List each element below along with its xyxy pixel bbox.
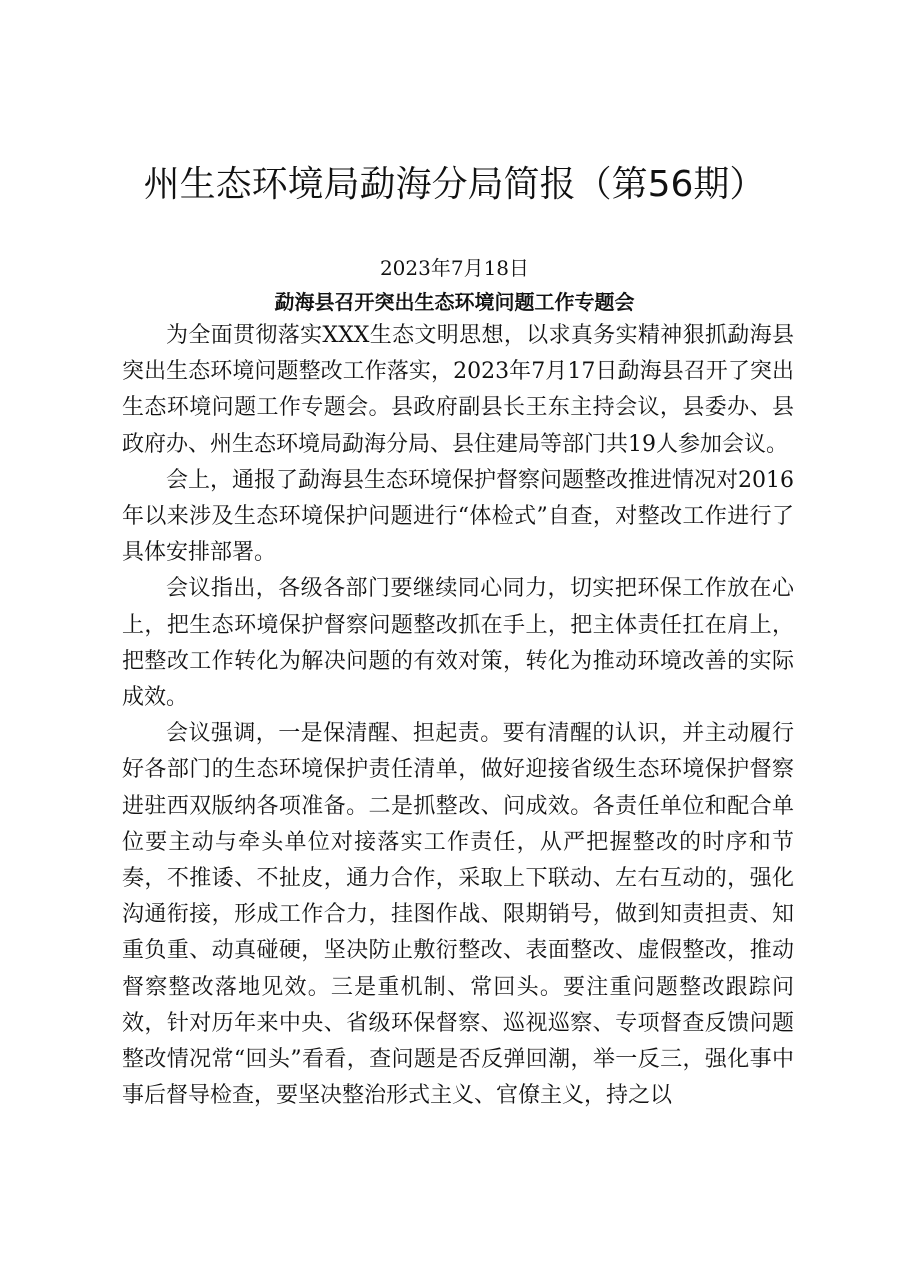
paragraph-2: 会上，通报了勐海县生态环境保护督察问题整改推进情况对2016年以来涉及生态环境保护问题进行“体检式”自查，对整改工作进行了具体安排部署。 [122,467,794,566]
article-body [122,318,794,1114]
paragraph-4: 会议强调，一是保清醒、担起责。要有清醒的认识，并主动履行好各部门的生态环境保护责任清单，做好迎接省级生态环境保护督察进驻西双版纳各项准备。二是抓整改、问成效。各责任单位和配合单位要主动与牵头单位对接落实工作责任，从严把握整改的时序和节奏，不推诿、不扯皮，通力合作，采取上下联动、左右互动的，强化沟通衔接，形成工作合力，挂图作战、限期销号，做到知责担责、知重负重、动真碰硬，坚决防止敷衍整改、表面整改、虚假整改，推动督察整改落地见效。三是重机制、常回头。要注重问题整改跟踪问效，针对历年来中央、省级环保督察、巡视巡察、专项督查反馈问题整改情况常“回头”看看，查问题是否反弹回潮，举一反三，强化事中事后督导检查，要坚决整治形式主义、官僚主义，持之以 [122,721,794,1109]
issue-date: 2023年7月18日 [379,256,530,280]
paragraph-1: 为全面贯彻落实XXX生态文明思想，以求真务实精神狠抓勐海县突出生态环境问题整改工作落实，2023年7月17日勐海县召开了突出生态环境问题工作专题会。县政府副县长王东主持会议，县委办、县政府办、州生态环境局勐海分局、县住建局等部门共19人参加会议。 [122,323,794,457]
paragraph-3: 会议指出，各级各部门要继续同心同力，切实把环保工作放在心上，把生态环境保护督察问题整改抓在手上，把主体责任扛在肩上，把整改工作转化为解决问题的有效对策，转化为推动环境改善的实际成效。 [122,576,794,711]
article-subtitle: 勐海县召开突出生态环境问题工作专题会 [274,290,635,314]
page-title: 州生态环境局勐海分局简报（第56期） [143,164,766,205]
